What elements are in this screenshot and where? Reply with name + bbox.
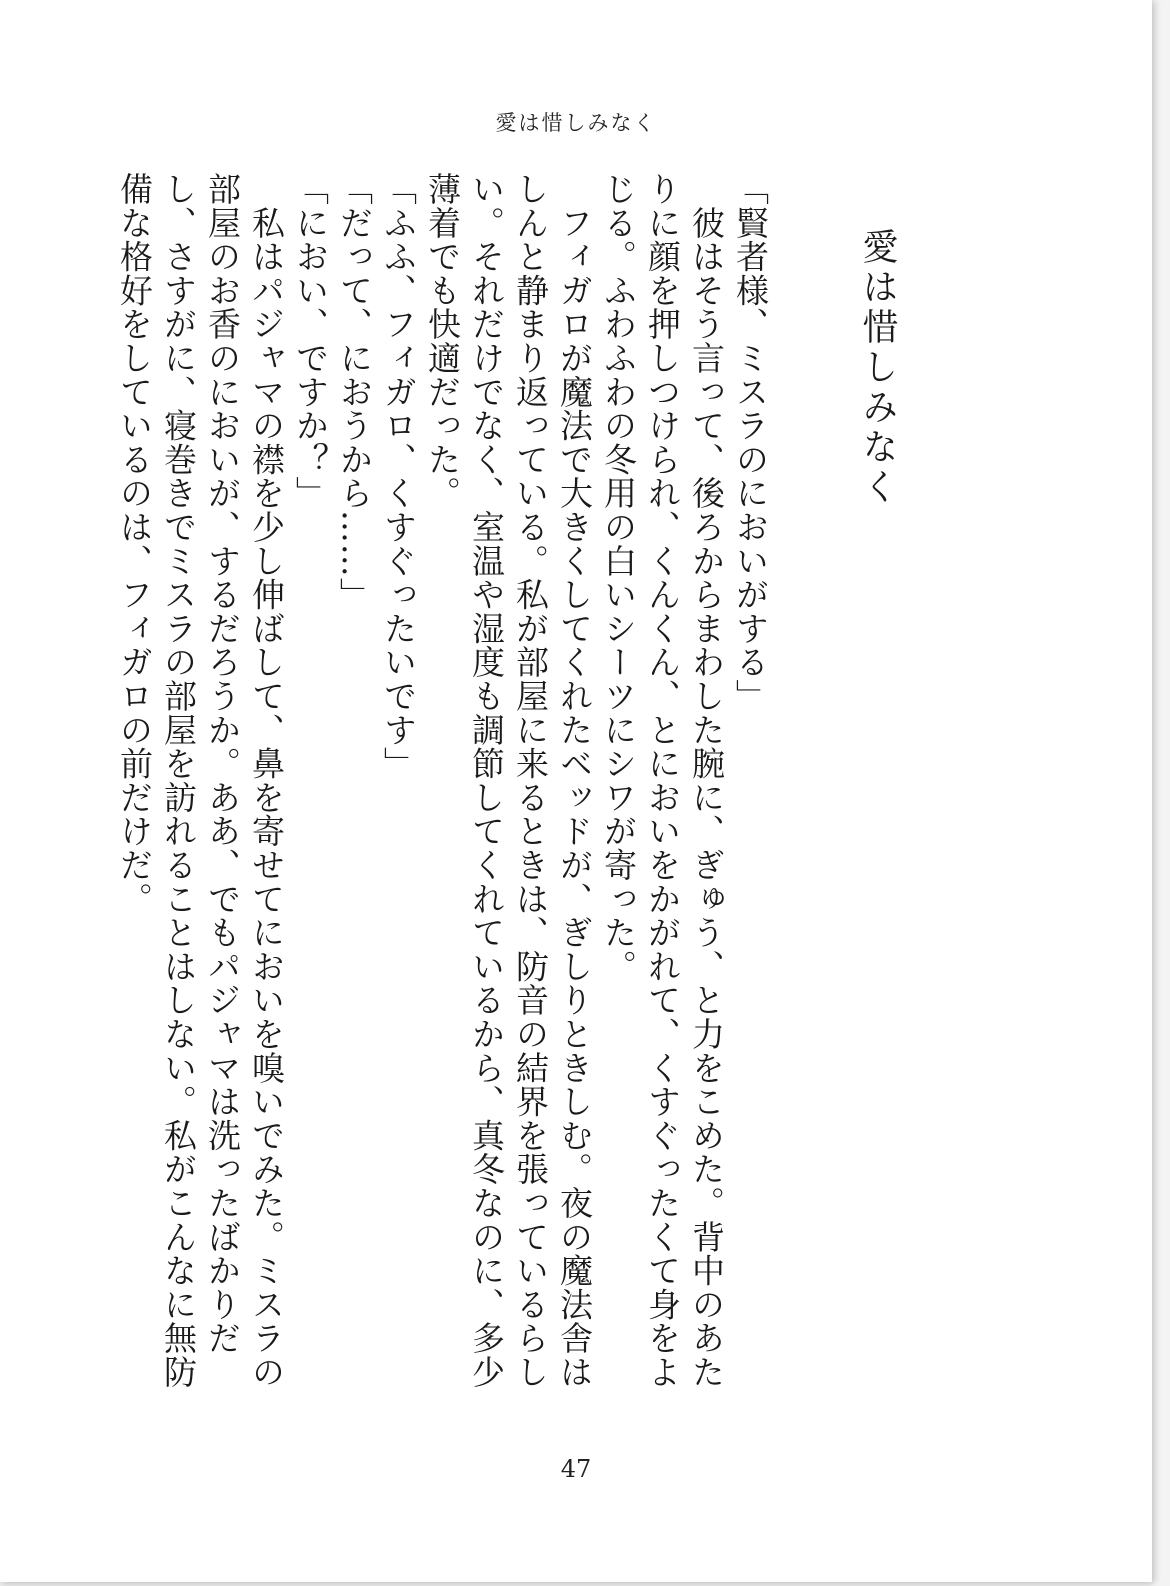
paragraph: 「だって、におうから……」 (335, 172, 374, 612)
chapter-title: 愛は惜しみなく (857, 228, 898, 508)
paragraph: 「賢者様、ミスラのにおいがする」 (731, 172, 770, 713)
paragraph: フィガロが魔法で大きくしてくれたベッドが、ぎしりときしむ。夜の魔法舎はしんと静まり返っている。私が部屋に来るときは、防音の結界を張っているらしい。それだけでなく、室温や湿度も調節してくれているから、真冬なのに、多少薄着でも快適だった。 (423, 172, 594, 1389)
paragraph: 彼はそう言って、後ろからまわした腕に、ぎゅう、と力をこめた。背中のあたりに顔を押しつけられ、くんくん、とにおいをかがれて、くすぐったくて身をよじる。ふわふわの冬用の白いシーツにシワが寄った。 (599, 172, 726, 1389)
body-text (115, 172, 772, 1407)
page-number: 47 (560, 1455, 592, 1483)
running-header: 愛は惜しみなく (495, 111, 657, 135)
paragraph: 「ふふ、フィガロ、くすぐったいです」 (379, 172, 418, 781)
paragraph: 「におい、ですか？」 (291, 172, 330, 510)
paragraph: 私はパジャマの襟を少し伸ばして、鼻を寄せてにおいを嗅いでみた。ミスラの部屋のお香のにおいが、するだろうか。ああ、でもパジャマは洗ったばかりだし、さすがに、寝巻きでミスラの部屋を訪れることはしない。私がこんなに無防備な格好をしているのは、フィガロの前だけだ。 (115, 172, 286, 1389)
